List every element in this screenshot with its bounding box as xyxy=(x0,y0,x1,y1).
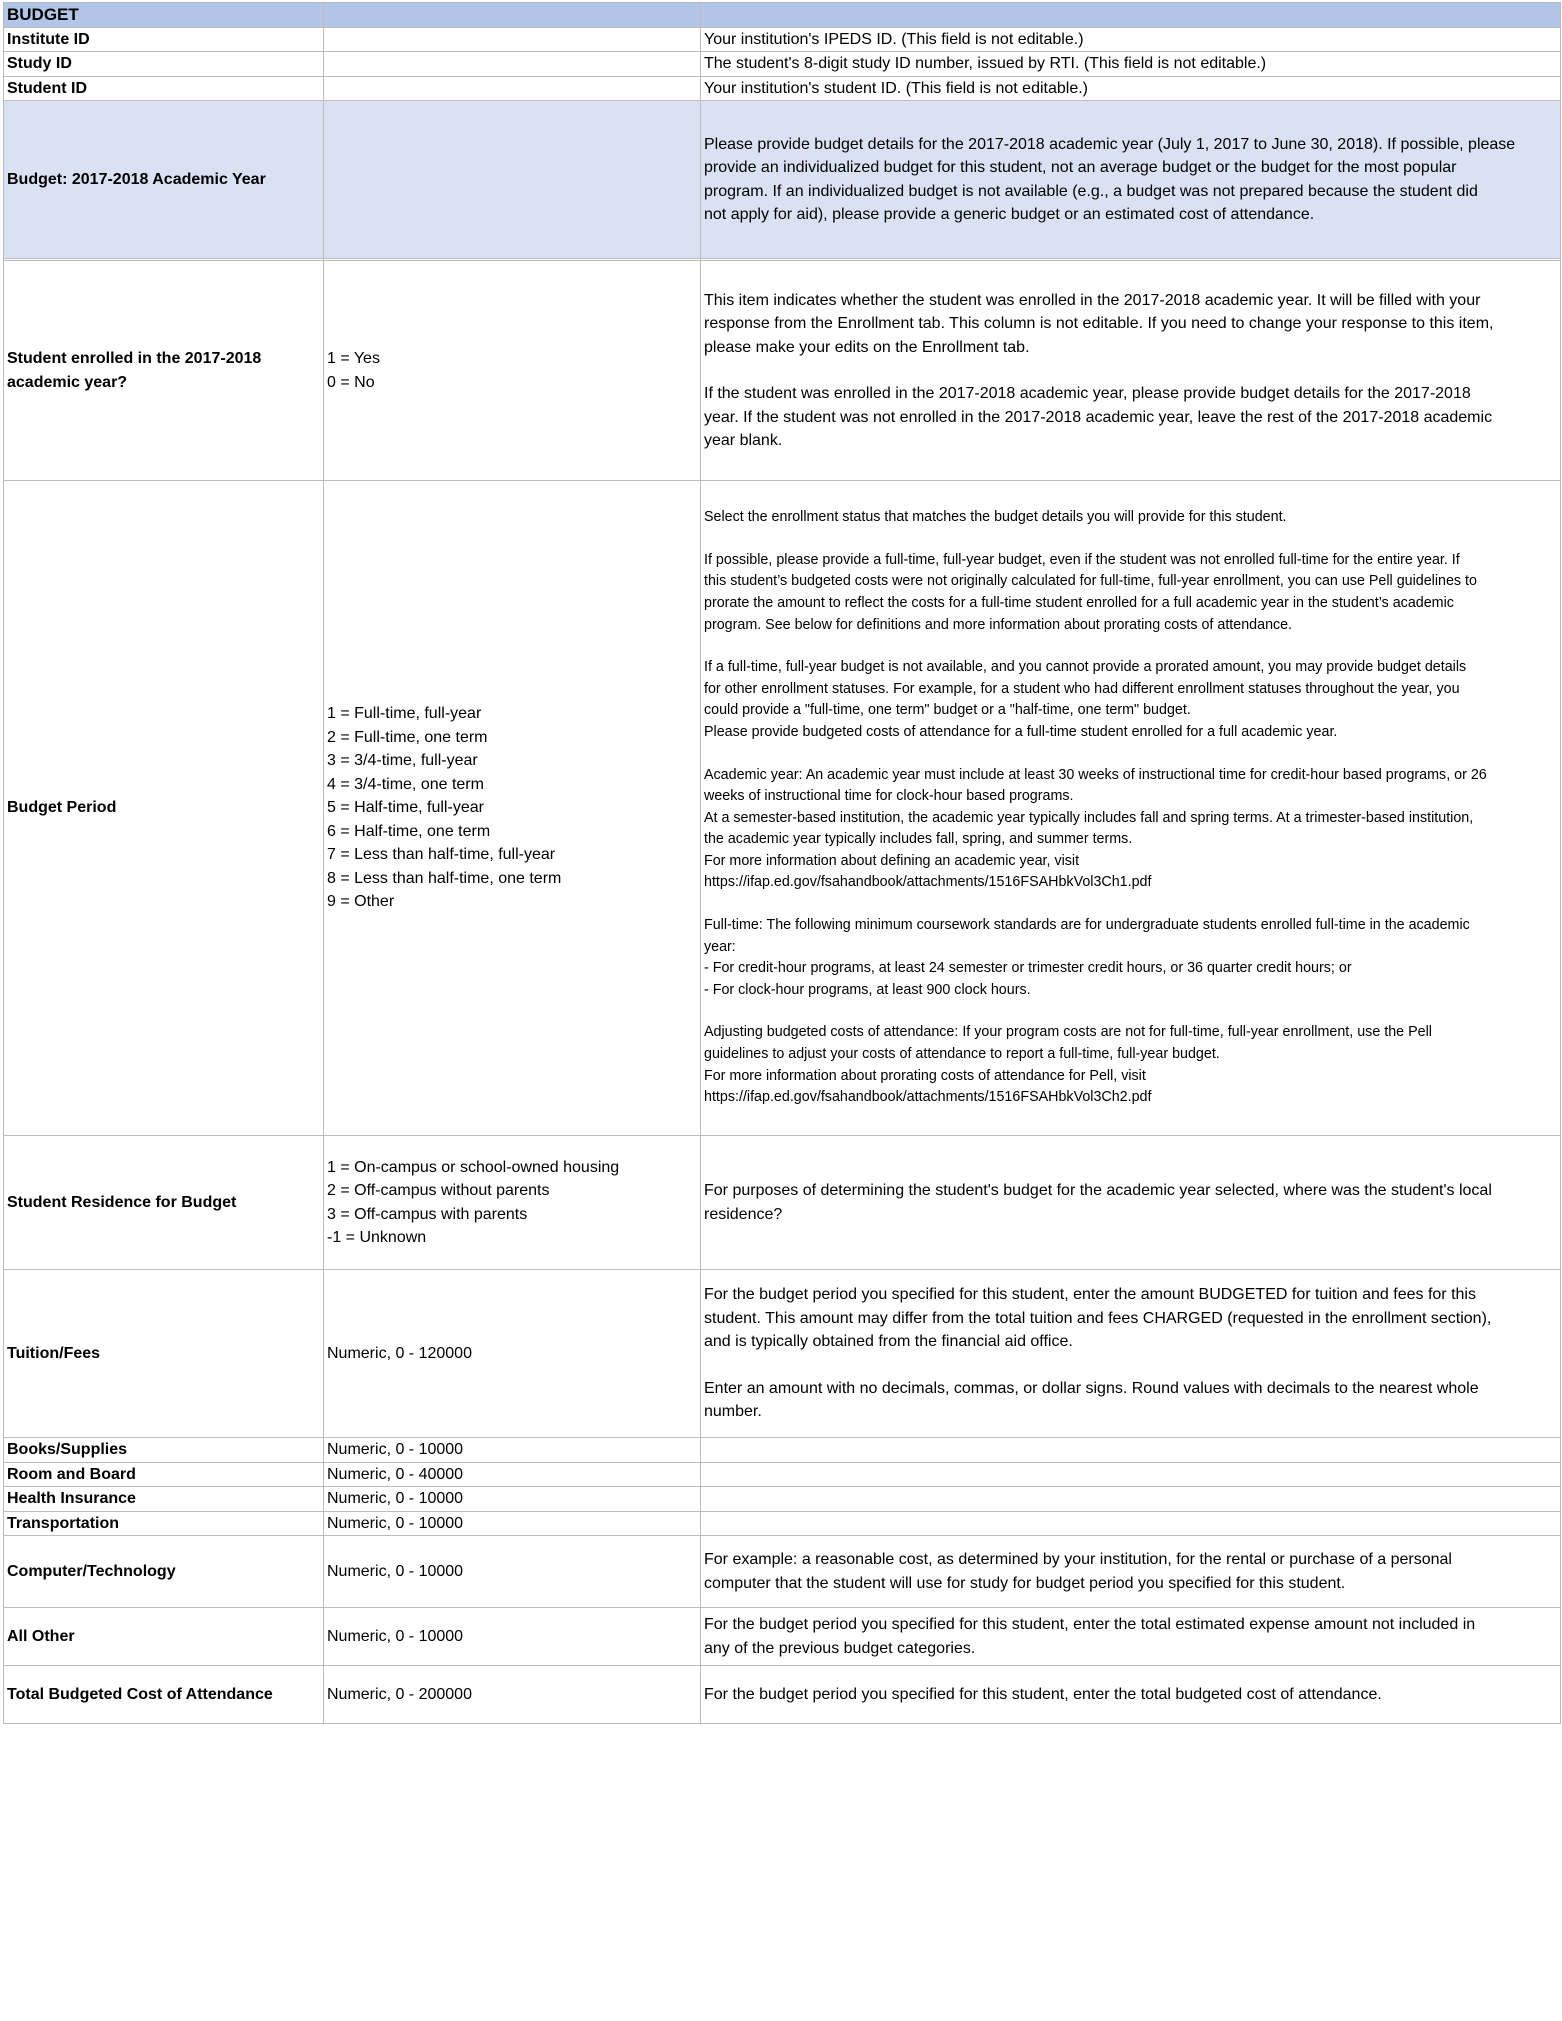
table-row xyxy=(4,261,1561,481)
row-label[interactable]: Room and Board xyxy=(4,1462,324,1487)
row-label[interactable]: Total Budgeted Cost of Attendance xyxy=(4,1666,324,1724)
value-option: 3 = 3/4-time, full-year xyxy=(327,752,478,770)
table-row xyxy=(4,1270,1561,1438)
description-line: computer that the student will use for study for budget period you specified for this student. xyxy=(704,1574,1346,1592)
description-line: student. This amount may differ from the total tuition and fees CHARGED (requested in the enrollment section), xyxy=(704,1309,1492,1327)
row-value-cell[interactable] xyxy=(324,27,701,52)
description-line: For example: a reasonable cost, as determined by your institution, for the rental or purchase of a personal xyxy=(704,1551,1452,1568)
description-line: For the budget period you specified for this student, enter the total estimated expense amount not included in xyxy=(704,1616,1476,1633)
row-description[interactable]: Your institution's student ID. (This field is not editable.) xyxy=(701,76,1561,101)
row-description[interactable] xyxy=(701,101,1561,259)
row-value[interactable]: Numeric, 0 - 10000 xyxy=(324,1608,701,1666)
description-line: year. If the student was not enrolled in the 2017-2018 academic year, leave the rest of the 2017-2018 academic xyxy=(704,408,1493,426)
description-line: could provide a "full-time, one term" budget or a "half-time, one term" budget. xyxy=(704,702,1191,719)
row-label[interactable]: Computer/Technology xyxy=(4,1536,324,1608)
row-value[interactable]: Numeric, 0 - 40000 xyxy=(324,1462,701,1487)
table-row xyxy=(4,1666,1561,1724)
row-value[interactable]: Numeric, 0 - 10000 xyxy=(324,1536,701,1608)
label-line: Student enrolled in the 2017-2018 xyxy=(7,350,262,367)
value-option: 1 = Full-time, full-year xyxy=(327,705,482,723)
description-line: the academic year typically includes fall, spring, and summer terms. xyxy=(704,831,1133,848)
paragraph-gap xyxy=(704,529,1557,550)
row-label[interactable]: Budget Period xyxy=(4,481,324,1136)
row-value[interactable]: Numeric, 0 - 10000 xyxy=(324,1438,701,1463)
row-label[interactable]: Budget: 2017-2018 Academic Year xyxy=(4,101,324,259)
row-label[interactable] xyxy=(4,261,324,481)
url-text: https://ifap.ed.gov/fsahandbook/attachments/1516FSAHbkVol3Ch1.pdf xyxy=(704,874,1152,891)
description-line: Enter an amount with no decimals, commas, or dollar signs. Round values with decimals to the nearest whole xyxy=(704,1379,1479,1397)
description-line: program. See below for definitions and more information about prorating costs of attendance. xyxy=(704,616,1293,633)
description-line: not apply for aid), please provide a generic budget or an estimated cost of attendance. xyxy=(704,206,1315,223)
row-value-cell[interactable] xyxy=(324,52,701,77)
label-line: academic year? xyxy=(7,373,128,391)
row-label[interactable]: All Other xyxy=(4,1608,324,1666)
value-option: 8 = Less than half-time, one term xyxy=(327,869,562,887)
table-row xyxy=(4,1511,1561,1536)
budget-sheet xyxy=(3,2,1561,1724)
description-line: Academic year: An academic year must include at least 30 weeks of instructional time for credit-hour based programs, or 26 xyxy=(704,766,1487,783)
description-line: any of the previous budget categories. xyxy=(704,1639,976,1657)
header-cell-empty[interactable] xyxy=(701,3,1561,28)
row-values[interactable] xyxy=(324,1136,701,1270)
description-line: - For clock-hour programs, at least 900 clock hours. xyxy=(704,981,1031,998)
description-line: response from the Enrollment tab. This column is not editable. If you need to change your response to this item, xyxy=(704,315,1494,332)
value-option: 2 = Off-campus without parents xyxy=(327,1182,550,1199)
description-line: weeks of instructional time for clock-hour based programs. xyxy=(704,788,1074,805)
row-description[interactable] xyxy=(701,1608,1561,1666)
description-line: number. xyxy=(704,1403,762,1421)
description-line: year blank. xyxy=(704,432,783,449)
paragraph-gap xyxy=(704,744,1557,765)
paragraph-gap xyxy=(704,636,1557,657)
description-line: program. If an individualized budget is not available (e.g., a budget was not prepared because the student did xyxy=(704,182,1478,200)
row-description[interactable] xyxy=(701,1487,1561,1512)
table-row xyxy=(4,101,1561,259)
description-line: Adjusting budgeted costs of attendance: If your program costs are not for full-time, full-year enrollment, use the Pell xyxy=(704,1024,1432,1041)
row-description[interactable] xyxy=(701,1270,1561,1438)
row-description[interactable]: Your institution's IPEDS ID. (This field is not editable.) xyxy=(701,27,1561,52)
description-line: this student’s budgeted costs were not originally calculated for full-time, full-year enrollment, you can use Pell guidelines to xyxy=(704,573,1477,590)
header-cell-empty[interactable] xyxy=(324,3,701,28)
row-description[interactable] xyxy=(701,1511,1561,1536)
description-line: Full-time: The following minimum coursework standards are for undergraduate students enrolled full-time in the academic xyxy=(704,917,1470,934)
description-line: Please provide budgeted costs of attendance for a full-time student enrolled for a full academic year. xyxy=(704,723,1338,740)
value-option: 1 = On-campus or school-owned housing xyxy=(327,1158,620,1176)
row-description[interactable] xyxy=(701,1536,1561,1608)
row-label[interactable]: Tuition/Fees xyxy=(4,1270,324,1438)
row-label[interactable]: Student ID xyxy=(4,76,324,101)
value-option: 7 = Less than half-time, full-year xyxy=(327,846,556,864)
description-line: For more information about defining an academic year, visit xyxy=(704,852,1080,869)
table-row xyxy=(4,1438,1561,1463)
row-values[interactable] xyxy=(324,261,701,481)
value-option: -1 = Unknown xyxy=(327,1229,427,1246)
row-description[interactable]: For the budget period you specified for this student, enter the total budgeted cost of attendance. xyxy=(701,1666,1561,1724)
row-value[interactable]: Numeric, 0 - 200000 xyxy=(324,1666,701,1724)
row-value[interactable]: Numeric, 0 - 10000 xyxy=(324,1487,701,1512)
row-value-cell[interactable] xyxy=(324,101,701,259)
table-row xyxy=(4,76,1561,101)
description-line: for other enrollment statuses. For example, for a student who had different enrollment statuses throughout the year, you xyxy=(704,680,1460,697)
table-row xyxy=(4,1608,1561,1666)
row-description[interactable] xyxy=(701,1462,1561,1487)
table-row xyxy=(4,27,1561,52)
value-option: 9 = Other xyxy=(327,893,395,911)
description-line: If possible, please provide a full-time, full-year budget, even if the student was not enrolled full-time for the entire year. If xyxy=(704,551,1460,568)
row-value[interactable]: Numeric, 0 - 120000 xyxy=(324,1270,701,1438)
table-row xyxy=(4,1136,1561,1270)
description-line: year: xyxy=(704,938,736,955)
table-row xyxy=(4,1536,1561,1608)
row-value-cell[interactable] xyxy=(324,76,701,101)
value-option: 2 = Full-time, one term xyxy=(327,728,488,746)
table-row xyxy=(4,481,1561,1136)
row-label[interactable]: Transportation xyxy=(4,1511,324,1536)
paragraph-gap xyxy=(704,359,1557,382)
row-description[interactable]: The student's 8-digit study ID number, issued by RTI. (This field is not editable.) xyxy=(701,52,1561,77)
description-line: prorate the amount to reflect the costs for a full-time student enrolled for a full academic year in the student’s academic xyxy=(704,594,1454,611)
row-label[interactable]: Student Residence for Budget xyxy=(4,1136,324,1270)
description-line: Select the enrollment status that matches the budget details you will provide for this student. xyxy=(704,509,1287,526)
description-line: For purposes of determining the student's budget for the academic year selected, where was the student's local xyxy=(704,1182,1492,1199)
row-label[interactable]: Institute ID xyxy=(4,27,324,52)
row-description[interactable] xyxy=(701,481,1561,1136)
row-label[interactable]: Health Insurance xyxy=(4,1487,324,1512)
description-line: guidelines to adjust your costs of attendance to report a full-time, full-year budget. xyxy=(704,1046,1220,1063)
value-option: 1 = Yes xyxy=(327,350,380,367)
row-description[interactable] xyxy=(701,1136,1561,1270)
table-row xyxy=(4,1487,1561,1512)
table-row xyxy=(4,1462,1561,1487)
value-option: 0 = No xyxy=(327,373,375,391)
description-line: - For credit-hour programs, at least 24 semester or trimester credit hours, or 36 quarter credit hours; or xyxy=(704,960,1352,977)
description-line: If a full-time, full-year budget is not available, and you cannot provide a prorated amount, you may provide budget details xyxy=(704,659,1467,676)
row-description[interactable] xyxy=(701,1438,1561,1463)
row-values[interactable] xyxy=(324,481,701,1136)
paragraph-gap xyxy=(704,894,1557,915)
url-text: https://ifap.ed.gov/fsahandbook/attachments/1516FSAHbkVol3Ch2.pdf xyxy=(704,1089,1152,1106)
value-option: 3 = Off-campus with parents xyxy=(327,1205,528,1223)
description-line: For more information about prorating costs of attendance for Pell, visit xyxy=(704,1067,1146,1084)
description-line: For the budget period you specified for this student, enter the amount BUDGETED for tuition and fees for this xyxy=(704,1286,1476,1304)
table-row xyxy=(4,52,1561,77)
description-line: provide an individualized budget for this student, not an average budget or the budget for the most popular xyxy=(704,159,1457,176)
sheet-header[interactable]: BUDGET xyxy=(4,3,324,28)
description-line: Please provide budget details for the 2017-2018 academic year (July 1, 2017 to June 30, 2018). If possible, please xyxy=(704,135,1516,153)
row-value[interactable]: Numeric, 0 - 10000 xyxy=(324,1511,701,1536)
description-line: This item indicates whether the student was enrolled in the 2017-2018 academic year. It will be filled with your xyxy=(704,291,1481,309)
description-line: At a semester-based institution, the academic year typically includes fall and spring terms. At a trimester-based institution, xyxy=(704,809,1474,826)
paragraph-gap xyxy=(704,1354,1557,1377)
description-line: please make your edits on the Enrollment tab. xyxy=(704,338,1030,356)
description-line: and is typically obtained from the financial aid office. xyxy=(704,1333,1073,1351)
row-label[interactable]: Books/Supplies xyxy=(4,1438,324,1463)
row-description[interactable] xyxy=(701,261,1561,481)
row-label[interactable]: Study ID xyxy=(4,52,324,77)
sheet-header-row xyxy=(4,3,1561,28)
description-line: If the student was enrolled in the 2017-2018 academic year, please provide budget details for the 2017-2018 xyxy=(704,385,1471,402)
value-option: 6 = Half-time, one term xyxy=(327,822,491,840)
value-option: 4 = 3/4-time, one term xyxy=(327,775,484,793)
value-option: 5 = Half-time, full-year xyxy=(327,799,484,817)
description-line: residence? xyxy=(704,1205,783,1223)
paragraph-gap xyxy=(704,1001,1557,1022)
